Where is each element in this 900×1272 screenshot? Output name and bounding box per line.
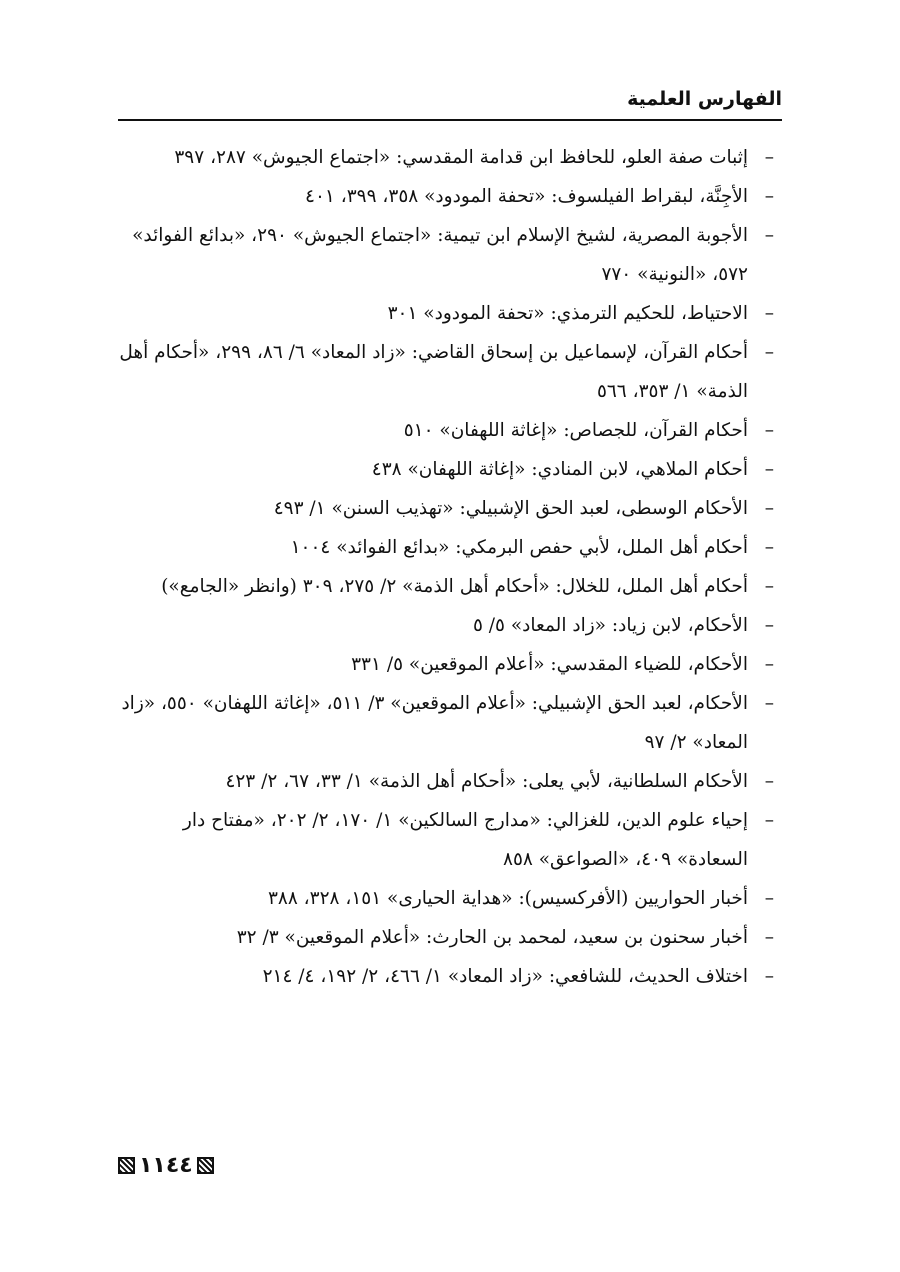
entry-text: أخبار سحنون بن سعيد، لمحمد بن الحارث: «أعلام الموقعين» ٣/ ٣٢ xyxy=(236,927,748,948)
index-entry xyxy=(118,606,782,645)
entry-text: أحكام الملاهي، لابن المنادي: «إغاثة اللهفان» ٤٣٨ xyxy=(371,459,748,480)
entry-text: إثبات صفة العلو، للحافظ ابن قدامة المقدسي: «اجتماع الجيوش» ٢٨٧، ٣٩٧ xyxy=(174,147,748,168)
entry-text: الأحكام الوسطى، لعبد الحق الإشبيلي: «تهذيب السنن» ١/ ٤٩٣ xyxy=(273,498,748,519)
index-entry xyxy=(118,918,782,957)
entry-text: الأحكام، لعبد الحق الإشبيلي: «أعلام الموقعين» ٣/ ٥١١، «إغاثة اللهفان» ٥٥٠، «زاد المعاد» ٢/ ٩٧ xyxy=(121,693,748,753)
entry-dash: – xyxy=(764,225,774,246)
index-entry xyxy=(118,528,782,567)
entry-text: الاحتياط، للحكيم الترمذي: «تحفة المودود» ٣٠١ xyxy=(387,303,748,324)
entry-text: إحياء علوم الدين، للغزالي: «مدارج السالكين» ١/ ١٧٠، ٢/ ٢٠٢، «مفتاح دار السعادة» ٤٠٩، «الصواعق» ٨٥٨ xyxy=(182,810,748,870)
index-entry xyxy=(118,684,782,762)
ornament-right-icon xyxy=(197,1157,214,1174)
index-entry xyxy=(118,138,782,177)
page-number: ١١٤٤ xyxy=(139,1153,193,1178)
index-entry xyxy=(118,177,782,216)
index-entry xyxy=(118,450,782,489)
entry-dash: – xyxy=(764,576,774,597)
entry-dash: – xyxy=(764,966,774,987)
entry-text: الأحكام السلطانية، لأبي يعلى: «أحكام أهل الذمة» ١/ ٣٣، ٦٧، ٢/ ٤٢٣ xyxy=(225,771,748,792)
entry-text: الأحكام، لابن زياد: «زاد المعاد» ٥/ ٥ xyxy=(472,615,748,636)
entry-text: الأحكام، للضياء المقدسي: «أعلام الموقعين» ٥/ ٣٣١ xyxy=(351,654,748,675)
ornament-left-icon xyxy=(118,1157,135,1174)
entry-text: أحكام القرآن، لإسماعيل بن إسحاق القاضي: «زاد المعاد» ٦/ ٨٦، ٢٩٩، «أحكام أهل الذمة» ١/ ٣٥٣، ٥٦٦ xyxy=(119,342,748,402)
entry-text: اختلاف الحديث، للشافعي: «زاد المعاد» ١/ ٤٦٦، ٢/ ١٩٢، ٤/ ٢١٤ xyxy=(262,966,748,987)
index-entry xyxy=(118,762,782,801)
running-title: الفهارس العلمية xyxy=(627,88,782,110)
index-entry xyxy=(118,294,782,333)
index-entry xyxy=(118,411,782,450)
entry-dash: – xyxy=(764,771,774,792)
index-entry xyxy=(118,645,782,684)
entry-text: الأجوبة المصرية، لشيخ الإسلام ابن تيمية: «اجتماع الجيوش» ٢٩٠، «بدائع الفوائد» ٥٧٢، «النونية» ٧٧٠ xyxy=(132,225,748,285)
index-entry xyxy=(118,567,782,606)
entry-dash: – xyxy=(764,615,774,636)
entry-dash: – xyxy=(764,498,774,519)
index-entry xyxy=(118,879,782,918)
entry-dash: – xyxy=(764,927,774,948)
entry-text: أحكام القرآن، للجصاص: «إغاثة اللهفان» ٥١٠ xyxy=(403,420,748,441)
entry-dash: – xyxy=(764,186,774,207)
entry-dash: – xyxy=(764,537,774,558)
entry-dash: – xyxy=(764,459,774,480)
index-entry xyxy=(118,333,782,411)
index-entry xyxy=(118,957,782,996)
index-entry xyxy=(118,801,782,879)
entry-text: أحكام أهل الملل، لأبي حفص البرمكي: «بدائع الفوائد» ١٠٠٤ xyxy=(290,537,748,558)
entry-dash: – xyxy=(764,888,774,909)
entry-dash: – xyxy=(764,147,774,168)
entry-dash: – xyxy=(764,693,774,714)
entry-dash: – xyxy=(764,342,774,363)
index-entry xyxy=(118,216,782,294)
entry-dash: – xyxy=(764,420,774,441)
entry-dash: – xyxy=(764,654,774,675)
page-folio xyxy=(118,1153,298,1178)
entry-text: أحكام أهل الملل، للخلال: «أحكام أهل الذمة» ٢/ ٢٧٥، ٣٠٩ (وانظر «الجامع») xyxy=(161,576,748,597)
index-entry xyxy=(118,489,782,528)
entry-dash: – xyxy=(764,303,774,324)
entry-dash: – xyxy=(764,810,774,831)
entry-text: الأجِنَّة، لبقراط الفيلسوف: «تحفة المودود» ٣٥٨، ٣٩٩، ٤٠١ xyxy=(305,186,748,207)
entry-text: أخبار الحواريين (الأفركسيس): «هداية الحيارى» ١٥١، ٣٢٨، ٣٨٨ xyxy=(267,888,748,909)
header-rule xyxy=(118,119,782,121)
index-entries-list xyxy=(118,138,782,996)
